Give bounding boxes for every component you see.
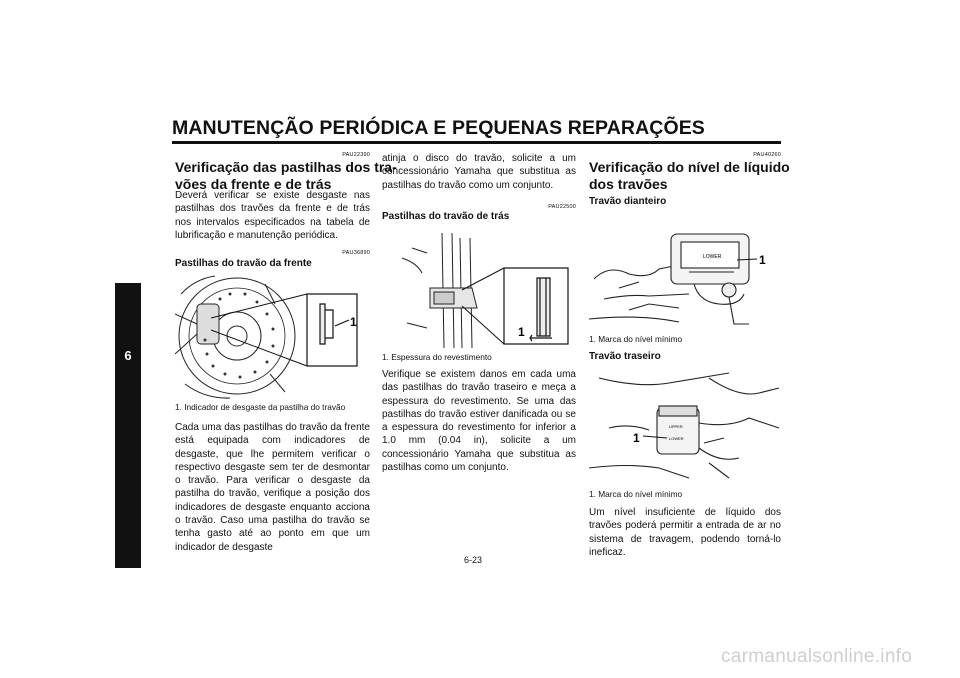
subheading: Travão dianteiro: [589, 196, 667, 207]
ref-code: PAU36890: [342, 250, 370, 256]
figure-caption: 1. Espessura do revestimento: [382, 352, 492, 362]
body-paragraph: Um nível insuficiente de líquido dos travões poderá permitir a entrada de ar no sistema de travagem, podendo torná-lo ineficaz.: [589, 507, 781, 558]
reservoir-lower-label: LOWER: [669, 436, 684, 441]
figure-front-brake-pad: [175, 274, 370, 399]
chapter-tab: [115, 283, 141, 568]
title-rule: [172, 141, 781, 144]
rear-reservoir-illustration: [589, 373, 779, 478]
section-heading: [175, 159, 397, 193]
reservoir-label: LOWER: [703, 254, 722, 260]
heading-line: vões da frente e de trás: [175, 176, 332, 192]
detail-inset: [504, 268, 568, 344]
brake-disc-illustration: [175, 276, 295, 398]
figure-rear-reservoir: [589, 368, 781, 484]
rear-caliper-illustration: [402, 233, 477, 348]
chapter-number: 6: [124, 348, 132, 363]
subheading: Travão traseiro: [589, 351, 661, 362]
figure-rear-brake-pad: [382, 228, 576, 350]
heading-line: Verificação do nível de líquido: [589, 159, 790, 175]
page-title: MANUTENÇÃO PERIÓDICA E PEQUENAS REPARAÇÕES: [172, 117, 705, 139]
ref-code: PAU22390: [342, 152, 370, 158]
section-heading: [589, 159, 790, 193]
figure-caption: 1. Marca do nível mínimo: [589, 334, 683, 344]
ref-code: PAU22500: [548, 204, 576, 210]
subheading: Pastilhas do travão da frente: [175, 258, 312, 269]
heading-line: dos travões: [589, 176, 668, 192]
figure-caption: 1. Marca do nível mínimo: [589, 489, 683, 499]
watermark: carmanualsonline.info: [721, 646, 913, 667]
callout-number: 1: [350, 315, 357, 329]
heading-line: Verificação das pastilhas dos tra-: [175, 159, 397, 175]
body-paragraph: Cada uma das pastilhas do travão da frente está equipada com indicadores de desgaste, que lhe permitem verificar o respectivo desgaste sem ter de desmontar o travão. Para verificar o desgaste da pastilha do travão, verifique a posição dos indicadores de desgaste enquanto acciona o travão. Caso uma pastilha do travão se tenha gasto até ao ponto em que um indicador de desgaste: [175, 422, 370, 553]
body-paragraph: Verifique se existem danos em cada uma das pastilhas do travão traseiro e meça a espessura do revestimento. Se uma das pastilhas do travão estiver danificada ou se a espessura do revestimento for inferior a 1.0 mm (0.04 in), solicite a um concessionário Yamaha que substitua as pastilhas como um conjunto.: [382, 369, 576, 474]
pointer-lines: [211, 294, 307, 366]
reservoir-upper-label: UPPER: [669, 424, 683, 429]
callout-number: 1: [518, 325, 525, 339]
detail-inset: [307, 294, 357, 366]
continuation-paragraph: atinja o disco do travão, solicite a um concessionário Yamaha que substitua as pastilhas do travão como um conjunto.: [382, 153, 576, 191]
callout-number: 1: [633, 431, 640, 445]
ref-code: PAU40260: [753, 152, 781, 158]
front-reservoir-illustration: [589, 234, 749, 324]
callout-number: 1: [759, 253, 766, 267]
intro-paragraph: Deverá verificar se existe desgaste nas pastilhas dos travões da frente e de trás nos intervalos especificados na tabela de lubrificação e manutenção periódica.: [175, 190, 370, 241]
subheading: Pastilhas do travão de trás: [382, 211, 510, 222]
figure-front-reservoir: [589, 224, 781, 328]
page-number: 6-23: [464, 555, 483, 565]
figure-caption: 1. Indicador de desgaste da pastilha do travão: [175, 402, 346, 412]
